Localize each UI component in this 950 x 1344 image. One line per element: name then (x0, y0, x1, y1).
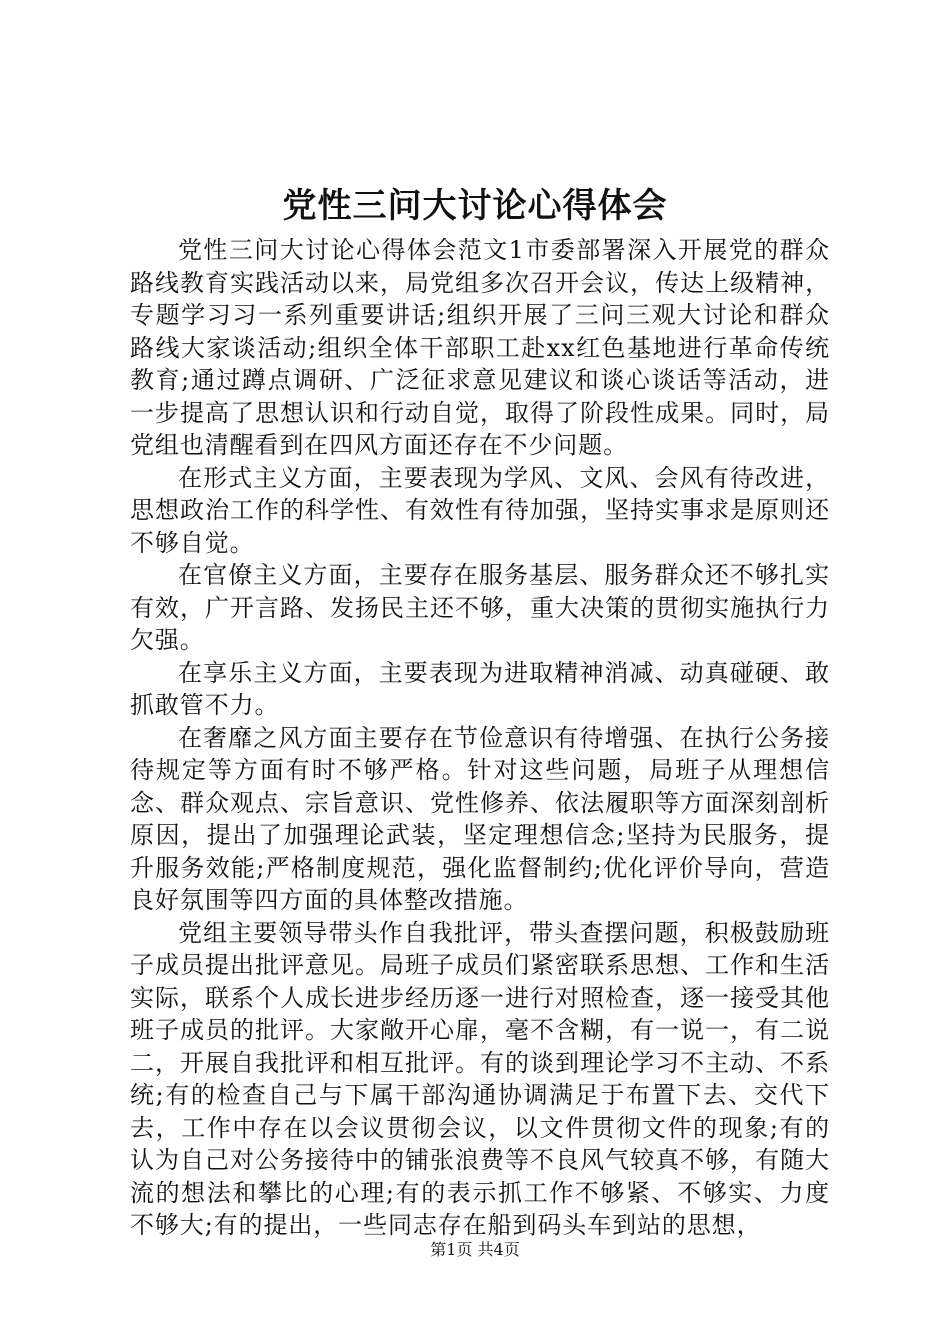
paragraph: 在享乐主义方面，主要表现为进取精神消减、动真碰硬、敢抓敢管不力。 (130, 658, 830, 719)
paragraph: 党性三问大讨论心得体会范文1市委部署深入开展党的群众路线教育实践活动以来，局党组多次召开会议，传达上级精神，专题学习习一系列重要讲话;组织开展了三问三观大讨论和群众路线大家谈活动;组织全体干部职工赴xx红色基地进行革命传统教育;通过蹲点调研、广泛征求意见建议和谈心谈话等活动，进一步提高了思想认识和行动自觉，取得了阶段性成果。同时，局党组也清醒看到在四风方面还存在不少问题。 (130, 236, 830, 459)
paragraph: 在形式主义方面，主要表现为学风、文风、会风有待改进，思想政治工作的科学性、有效性有待加强，坚持实事求是原则还不够自觉。 (130, 463, 830, 557)
document-title: 党性三问大讨论心得体会 (282, 186, 668, 226)
paragraph: 在奢靡之风方面主要存在节俭意识有待增强、在执行公务接待规定等方面有时不够严格。针对这些问题，局班子从理想信念、群众观点、宗旨意识、党性修养、依法履职等方面深刻剖析原因，提出了加强理论武装，坚定理想信念;坚持为民服务，提升服务效能;严格制度规范，强化监督制约;优化评价导向，营造良好氛围等四方面的具体整改措施。 (130, 723, 830, 914)
document-body (130, 234, 830, 1242)
page-number-footer: 第1页 共4页 (430, 1240, 520, 1259)
paragraph: 党组主要领导带头作自我批评，带头查摆问题，积极鼓励班子成员提出批评意见。局班子成员们紧密联系思想、工作和生活实际，联系个人成长进步经历逐一进行对照检查，逐一接受其他班子成员的批评。大家敞开心扉，毫不含糊，有一说一，有二说二，开展自我批评和相互批评。有的谈到理论学习不主动、不系统;有的检查自己与下属干部沟通协调满足于布置下去、交代下去，工作中存在以会议贯彻会议，以文件贯彻文件的现象;有的认为自己对公务接待中的铺张浪费等不良风气较真不够，有随大流的想法和攀比的心理;有的表示抓工作不够紧、不够实、力度不够大;有的提出，一些同志存在船到码头车到站的思想， (130, 918, 830, 1239)
paragraph: 在官僚主义方面，主要存在服务基层、服务群众还不够扎实有效，广开言路、发扬民主还不够，重大决策的贯彻实施执行力欠强。 (130, 561, 830, 654)
